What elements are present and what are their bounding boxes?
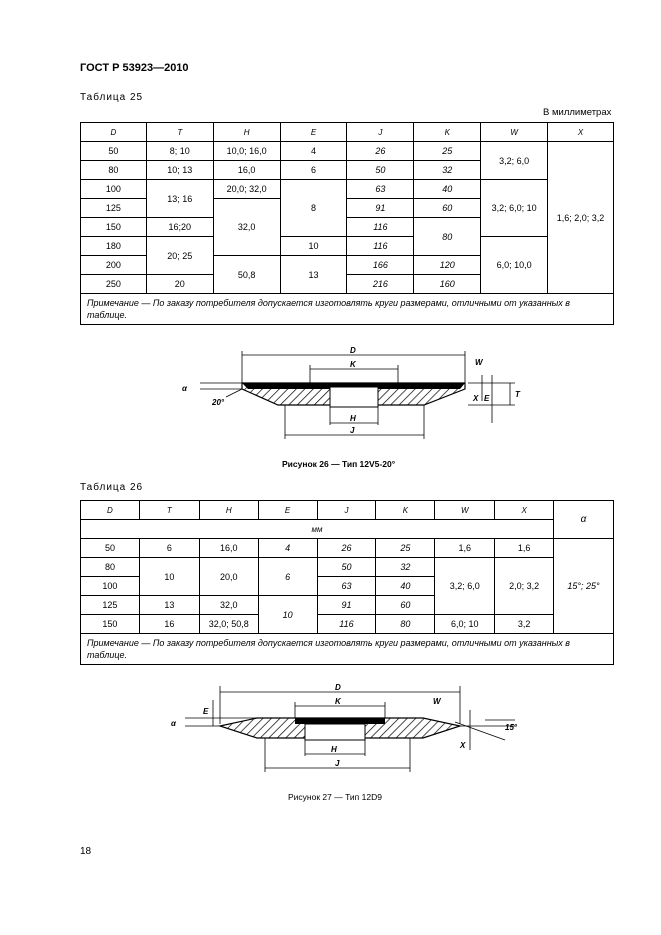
figure27-drawing [165, 680, 535, 780]
table25 [80, 122, 614, 325]
cell-e: 4 [280, 142, 347, 161]
cell-x: 1,6; 2,0; 3,2 [548, 142, 614, 294]
col-header-w: W [435, 501, 495, 520]
cell-k: 32 [376, 558, 435, 577]
col-header-x: X [495, 501, 554, 520]
cell-t: 6 [139, 539, 199, 558]
cell-k: 40 [414, 180, 481, 199]
cell-j: 50 [317, 558, 376, 577]
cell-j: 26 [317, 539, 376, 558]
figure26-label-e: E [484, 394, 490, 403]
cell-k: 120 [414, 256, 481, 275]
cell-t: 16;20 [146, 218, 213, 237]
cell-h: 32,0; 50,8 [199, 615, 258, 634]
table-row [81, 142, 614, 161]
figure27-label-x: X [460, 741, 466, 750]
cell-j: 91 [317, 596, 376, 615]
cell-d: 125 [81, 596, 140, 615]
col-header-j: J [317, 501, 376, 520]
cell-k: 80 [414, 218, 481, 256]
cell-t: 20 [146, 275, 213, 294]
col-header-e: E [280, 123, 347, 142]
cell-e: 10 [258, 596, 317, 634]
col-header-k: K [376, 501, 435, 520]
cell-h: 32,0 [213, 199, 280, 256]
cell-w: 6,0; 10,0 [481, 237, 548, 294]
cell-k: 25 [376, 539, 435, 558]
table-row [81, 615, 614, 634]
cell-k: 60 [376, 596, 435, 615]
col-header-j: J [347, 123, 414, 142]
cell-t: 16 [139, 615, 199, 634]
figure26-label-w: W [475, 358, 483, 367]
table26 [80, 500, 614, 665]
cell-j: 63 [347, 180, 414, 199]
col-header-w: W [481, 123, 548, 142]
cell-d: 200 [81, 256, 147, 275]
cell-d: 50 [81, 539, 140, 558]
figure26-label-x: X [473, 394, 479, 403]
figure26-label-j: J [350, 426, 355, 435]
cell-j: 166 [347, 256, 414, 275]
cell-d: 50 [81, 142, 147, 161]
cell-x: 2,0; 3,2 [495, 558, 554, 615]
figure27-label-alpha: α [171, 719, 176, 728]
cell-k: 40 [376, 577, 435, 596]
col-header-x: X [548, 123, 614, 142]
col-header-d: D [81, 123, 147, 142]
cell-j: 116 [347, 218, 414, 237]
table-row [81, 558, 614, 577]
table25-caption: Таблица 25 [80, 92, 144, 103]
cell-t: 20; 25 [146, 237, 213, 275]
figure26-drawing [170, 345, 530, 450]
cell-j: 116 [347, 237, 414, 256]
col-header-d: D [81, 501, 140, 520]
cell-d: 150 [81, 218, 147, 237]
col-header-t: T [139, 501, 199, 520]
cell-d: 80 [81, 161, 147, 180]
figure26-caption: Рисунок 26 — Тип 12V5-20° [282, 459, 396, 469]
figure27-caption: Рисунок 27 — Тип 12D9 [288, 792, 382, 802]
figure26-label-angle: 20° [212, 398, 225, 407]
table-header-row [81, 501, 614, 520]
cell-k: 25 [414, 142, 481, 161]
cell-t: 13; 16 [146, 180, 213, 218]
figure26-label-alpha: α [182, 384, 187, 393]
cell-t: 10; 13 [146, 161, 213, 180]
col-header-h: H [199, 501, 258, 520]
document-header: ГОСТ Р 53923—2010 [80, 62, 189, 74]
cell-e: 6 [280, 161, 347, 180]
cell-h: 16,0 [199, 539, 258, 558]
figure26-label-t: T [515, 390, 520, 399]
cell-w: 3,2; 6,0; 10 [481, 180, 548, 237]
cell-w: 1,6 [435, 539, 495, 558]
figure27-label-e: E [203, 707, 209, 716]
figure27-label-d: D [335, 683, 341, 692]
cell-h: 16,0 [213, 161, 280, 180]
figure26-label-d: D [350, 346, 356, 355]
figure27-label-j: J [335, 759, 340, 768]
figure27-label-h: H [331, 745, 337, 754]
cell-d: 100 [81, 577, 140, 596]
cell-d: 250 [81, 275, 147, 294]
table-row [81, 539, 614, 558]
cell-x: 1,6 [495, 539, 554, 558]
cell-x: 3,2 [495, 615, 554, 634]
cell-h: 20,0 [199, 558, 258, 596]
cell-d: 180 [81, 237, 147, 256]
cell-j: 116 [317, 615, 376, 634]
cell-j: 50 [347, 161, 414, 180]
cell-w: 3,2; 6,0 [435, 558, 495, 615]
cell-k: 60 [414, 199, 481, 218]
cell-alpha: 15°; 25° [554, 539, 614, 634]
cell-w: 3,2; 6,0 [481, 142, 548, 180]
col-header-t: T [146, 123, 213, 142]
cell-e: 8 [280, 180, 347, 237]
col-header-e: E [258, 501, 317, 520]
table-row [81, 180, 614, 199]
cell-k: 32 [414, 161, 481, 180]
page-number: 18 [80, 846, 92, 857]
cell-t: 13 [139, 596, 199, 615]
table25-units: В миллиметрах [543, 107, 612, 118]
cell-d: 100 [81, 180, 147, 199]
figure27-label-angle: 15° [505, 723, 518, 732]
table-row [81, 237, 614, 256]
figure27-label-w: W [433, 697, 441, 706]
cell-d: 125 [81, 199, 147, 218]
table-header-row [81, 123, 614, 142]
cell-j: 26 [347, 142, 414, 161]
figure26-label-k: K [350, 360, 356, 369]
cell-j: 91 [347, 199, 414, 218]
cell-d: 80 [81, 558, 140, 577]
cell-t: 10 [139, 558, 199, 596]
col-header-h: H [213, 123, 280, 142]
cell-k: 160 [414, 275, 481, 294]
table-note-row [81, 634, 614, 665]
table26-caption: Таблица 26 [80, 482, 144, 493]
unit-cell: мм [81, 520, 554, 539]
table-unit-row [81, 520, 614, 539]
table26-note: Примечание — По заказу потребителя допускается изготовлять круги размерами, отличными от указанных в таблице. [81, 634, 614, 665]
col-header-k: K [414, 123, 481, 142]
table25-note: Примечание — По заказу потребителя допускается изготовлять круги размерами, отличными от указанных в таблице. [81, 294, 614, 325]
cell-e: 10 [280, 237, 347, 256]
cell-t: 8; 10 [146, 142, 213, 161]
cell-h: 50,8 [213, 256, 280, 294]
cell-h: 10,0; 16,0 [213, 142, 280, 161]
cell-k: 80 [376, 615, 435, 634]
figure26-label-h: H [350, 414, 356, 423]
cell-j: 216 [347, 275, 414, 294]
table-note-row [81, 294, 614, 325]
cell-j: 63 [317, 577, 376, 596]
cell-h: 32,0 [199, 596, 258, 615]
cell-e: 13 [280, 256, 347, 294]
figure27-label-k: K [335, 697, 341, 706]
cell-w: 6,0; 10 [435, 615, 495, 634]
cell-e: 4 [258, 539, 317, 558]
cell-e: 6 [258, 558, 317, 596]
col-header-alpha: α [554, 501, 614, 539]
cell-d: 150 [81, 615, 140, 634]
cell-h: 20,0; 32,0 [213, 180, 280, 199]
